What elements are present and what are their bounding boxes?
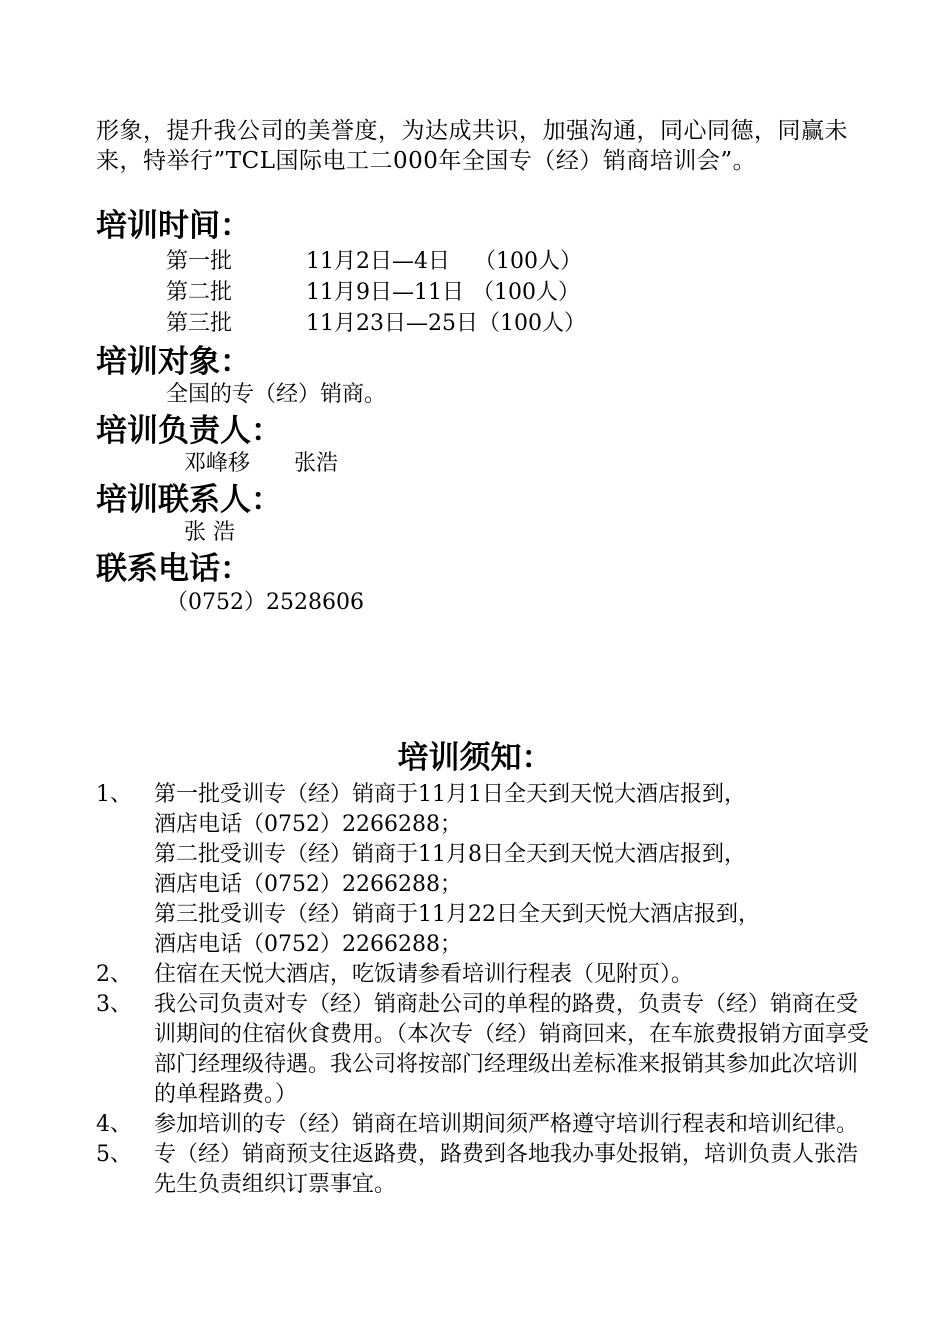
notice-item-4 [96,1110,870,1140]
notice-title: 培训须知： [397,740,553,776]
notice-number: 5、 [96,1142,132,1167]
intro-paragraph [96,116,862,176]
batch-count: （100人） [474,249,582,274]
batch-name: 第三批 [166,311,233,336]
training-target-heading: 培训对象： [96,344,251,380]
notice-line: 酒店电话（0752）2266288； [154,872,462,897]
contact-person-heading: 培训联系人： [96,482,282,518]
intro-text: 形象，提升我公司的美誉度，为达成共识，加强沟通，同心同德，同赢未来，特举行”TCL国际电工二000年全国专（经）销商培训会”。 [96,118,848,174]
notice-body [154,1140,870,1200]
batch-dates: 11月2日—4日 [306,249,450,274]
responsible-heading: 培训负责人： [96,413,282,449]
notice-body [154,960,870,990]
notice-number: 3、 [96,992,132,1017]
notice-body [154,780,870,960]
notice-item-3 [96,990,870,1110]
batch-count: （100人） [472,280,580,305]
notice-number: 2、 [96,962,132,987]
notice-line: 第三批受训专（经）销商于11月22日全天到天悦大酒店报到， [154,902,760,927]
notice-item-2 [96,960,870,990]
batch-dates: 11月9日—11日 [306,280,464,305]
notice-line: 第二批受训专（经）销商于11月8日全天到天悦大酒店报到， [154,842,746,867]
notice-number: 4、 [96,1112,132,1137]
batch-count: （100人） [477,311,586,336]
batch-row-1 [166,248,582,276]
contact-phone-number: （0752）2528606 [166,590,364,615]
batch-name: 第一批 [166,249,233,274]
training-time-heading: 培训时间： [96,208,251,244]
notice-item-1 [96,780,870,960]
notice-body [154,990,870,1110]
notice-line: 住宿在天悦大酒店，吃饭请参看培训行程表（见附页）。 [154,962,694,987]
batch-row-2 [166,279,580,307]
notice-line: 酒店电话（0752）2266288； [154,932,462,957]
notice-line: 第一批受训专（经）销商于11月1日全天到天悦大酒店报到， [154,782,746,807]
notice-line: 我公司负责对专（经）销商赴公司的单程的路费，负责专（经）销商在受训期间的住宿伙食费用。（本次专（经）销商回来，在车旅费报销方面享受部门经理级待遇。我公司将按部门经理级出差标准来报销其参加此次培训的单程路费。） [154,992,870,1107]
training-target-text: 全国的专（经）销商。 [166,382,387,407]
notice-item-5 [96,1140,870,1200]
notice-line: 参加培训的专（经）销商在培训期间须严格遵守培训行程表和培训纪律。 [154,1112,859,1137]
notice-number: 1、 [96,782,132,807]
notice-line: 专（经）销商预支往返路费，路费到各地我办事处报销，培训负责人张浩先生负责组织订票事宜。 [154,1142,859,1197]
notice-line: 酒店电话（0752）2266288； [154,812,462,837]
contact-person-name: 张 浩 [184,520,235,545]
contact-phone-heading: 联系电话： [96,551,251,587]
notice-list [96,780,870,1200]
batch-dates: 11月23日—25日 [306,311,478,336]
batch-row-3 [166,310,586,338]
notice-body [154,1110,870,1140]
batch-name: 第二批 [166,280,233,305]
responsible-names: 邓峰移 张浩 [184,451,339,476]
